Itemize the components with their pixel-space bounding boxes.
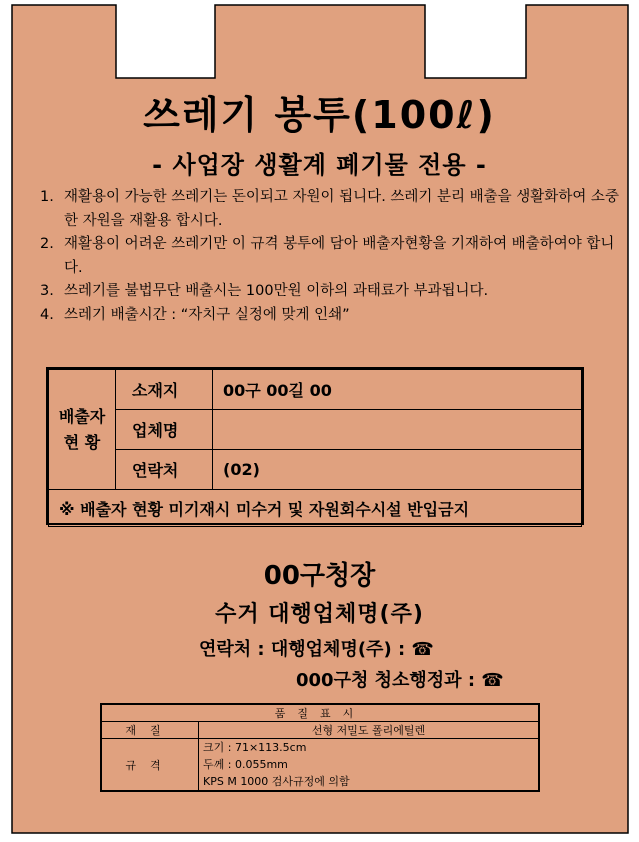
size-values [199,739,539,791]
quality-heading: 품질표시 [102,705,539,722]
district-office: 00구청장 [263,561,376,591]
contact-office [296,666,504,692]
table-row [49,370,582,410]
discharger-table [48,369,582,527]
discharger-notice: ※ 배출자 현황 미기재시 미수거 및 자원회수시설 반입금지 [49,490,582,527]
material-label: 재질 [102,722,199,739]
size-line: 크기 : 71×113.5cm [203,741,307,754]
rule-number: 3. [40,283,54,299]
quality-table [101,704,539,791]
rule-text: 재활용이 가능한 쓰레기는 돈이되고 자원이 됩니다. 쓰레기 분리 배출을 생활화하여 소중한 자원을 재활용 합시다. [64,189,619,229]
table-row [102,739,539,791]
rule-number: 4. [40,306,54,323]
bag-title: 쓰레기 봉투(100ℓ) [143,93,496,137]
telephone-icon: ☎ [411,639,434,660]
discharger-status-box [46,367,584,525]
quality-label-box [100,703,540,792]
rule-text: 쓰레기 배출시간 : “자치구 실정에 맞게 인쇄” [64,306,350,323]
field-label-phone: 연락처 [116,450,213,490]
table-row [49,450,582,490]
discharger-header [49,370,116,490]
address-value: 00구 00길 00 [213,370,582,410]
rule-text: 재활용이 어려운 쓰레기만 이 규격 봉투에 담아 배출자현황을 기재하여 배출하여야 합니다. [64,236,615,276]
rule-item [40,186,620,233]
material-value: 선형 저밀도 폴리에틸렌 [199,722,539,739]
inspection-line: KPS M 1000 검사규정에 의함 [203,775,350,788]
rule-item [40,233,620,280]
collection-company: 수거 대행업체명(주) [215,602,424,627]
rule-text: 쓰레기를 불법무단 배출시는 100만원 이하의 과태료가 부과됩니다. [64,283,489,299]
table-row [102,705,539,722]
discharger-header-line: 현 황 [63,432,101,452]
phone-value: (02) [213,450,582,490]
table-row [49,410,582,450]
table-row [49,490,582,527]
rule-item [40,280,620,304]
table-row [102,722,539,739]
contact-company [199,635,434,661]
rule-number: 1. [40,189,54,205]
discharger-header-line: 배출자 [58,406,106,426]
company-value [213,410,582,450]
bag-subtitle: - 사업장 생활계 폐기물 전용 - [152,151,487,179]
contact-company-text: 연락처 : 대행업체명(주) : [199,639,412,660]
field-label-company: 업체명 [116,410,213,450]
rule-number: 2. [40,236,54,252]
field-label-address: 소재지 [116,370,213,410]
telephone-icon: ☎ [481,670,504,691]
rules-list [40,186,620,327]
thickness-line: 두께 : 0.055mm [203,758,288,771]
size-label: 규격 [102,739,199,791]
rule-item [40,304,620,328]
contact-office-text: 000구청 청소행정과 : [296,670,482,691]
